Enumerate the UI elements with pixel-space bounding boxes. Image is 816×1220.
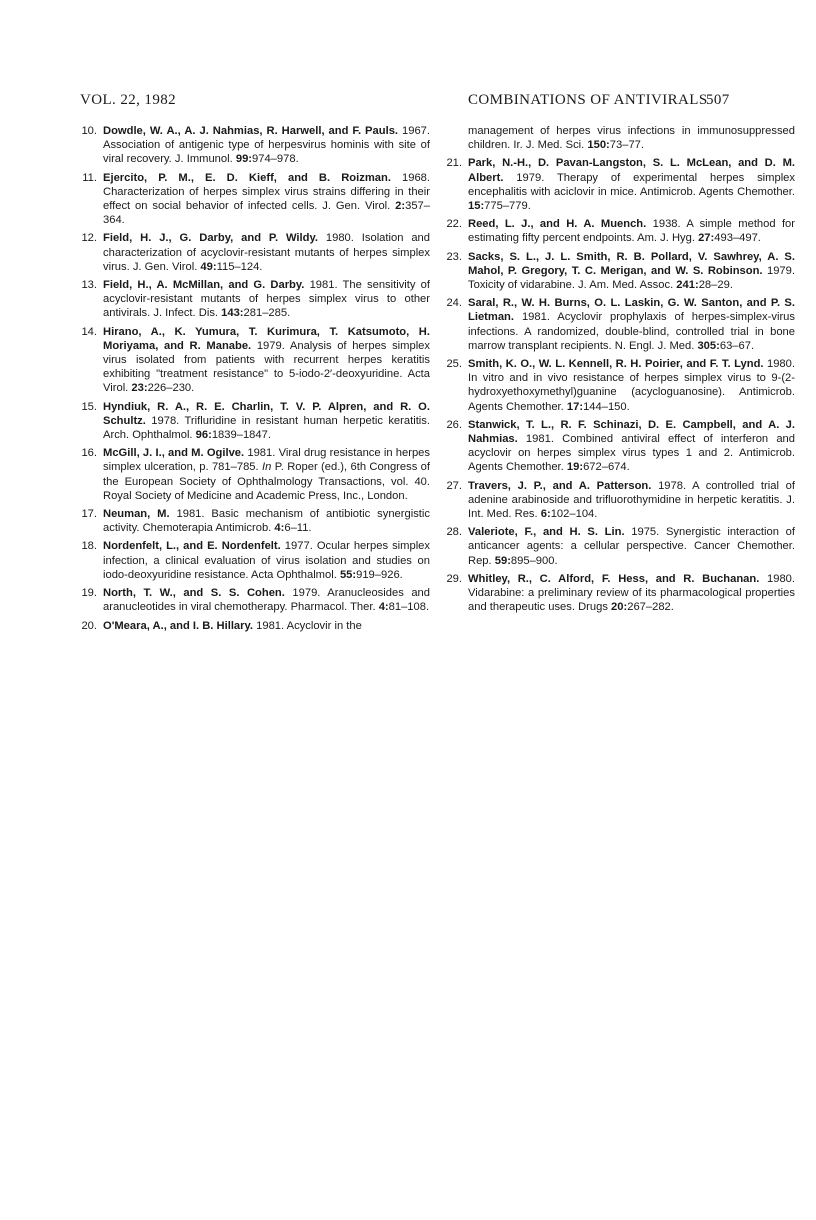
reference-volume: 49: [200,260,217,273]
reference-authors: Smith, K. O., W. L. Kennell, R. H. Poirier, and F. T. Lynd. [468,358,764,371]
reference-number: 29. [446,572,462,585]
reference-authors: Field, H. J., G. Darby, and P. Wildy. [103,232,318,245]
reference-authors: Valeriote, F., and H. S. Lin. [468,526,625,539]
reference-italic: In [262,461,272,474]
reference-text: 1978. A controlled trial of adenine arabinoside and trifluorothymidine in herpetic keratitis. J. Int. Med. Res. [468,479,795,521]
reference-pages: 102–104. [550,508,598,521]
reference-entry [80,446,430,503]
reference-volume: 19: [566,461,584,474]
reference-entry [80,539,430,582]
reference-pages: 81–108. [388,601,430,614]
reference-text: 1981. Acyclovir in the [253,619,362,632]
page-number: 507 [706,92,730,108]
reference-entry [445,572,795,615]
reference-authors: Neuman, M. [103,508,170,521]
reference-pages: 6–11. [284,522,312,535]
reference-text: 1967. Association of antigenic type of herpesvirus hominis with site of viral recovery. J. Immunol. [103,125,430,166]
reference-text: 1981. Viral drug resistance in herpes simplex ulceration, p. 781–785. [103,447,430,474]
reference-entry [80,171,430,228]
reference-pages: 226–230. [147,382,195,395]
reference-text: 1977. Ocular herpes simplex infection, a clinical evaluation of virus isolation and studies on iodo-deoxyuridine resistance. Acta Ophthalmol. [103,540,430,581]
reference-pages: 493–497. [714,232,761,245]
reference-volume: 27: [698,232,715,245]
reference-entry [80,278,430,321]
references-left-column [80,124,430,637]
reference-authors: Field, H., A. McMillan, and G. Darby. [103,279,305,292]
reference-number: 14. [81,325,97,338]
reference-entry [80,231,430,274]
references-right-column [445,124,795,619]
reference-entry [445,124,795,152]
reference-volume: 20: [611,601,628,614]
reference-entry [445,250,795,293]
reference-pages: 144–150. [583,400,630,413]
reference-text: 1968. Characterization of herpes simplex virus strains differing in their effect on social behavior of infected cells. J. Gen. Virol. [103,171,431,213]
reference-number: 15. [81,400,97,413]
reference-authors: North, T. W., and S. S. Cohen. [103,587,285,600]
reference-authors: Hyndiuk, R. A., R. E. Charlin, T. V. P. Alpren, and R. O. Schultz. [103,400,430,427]
reference-authors: McGill, J. I., and M. Ogilve. [103,447,245,460]
reference-entry [80,400,430,443]
reference-authors: Dowdle, W. A., A. J. Nahmias, R. Harwell, and F. Pauls. [103,125,399,137]
reference-entry [445,156,795,213]
reference-volume: 150: [587,139,610,152]
reference-pages: 672–674. [583,461,630,474]
reference-text: 1980. In vitro and in vivo resistance of herpes simplex virus to 9-(2-hydroxyethoxymethyl)guanine (acycloguanosine). Antimicrob. Agents Chemother. [468,358,795,413]
reference-authors: Nordenfelt, L., and E. Nordenfelt. [103,540,281,553]
reference-volume: 143: [221,307,244,320]
reference-entry [445,217,795,245]
reference-volume: 241: [676,279,699,292]
reference-text: 1978. Trifluridine in resistant human herpetic keratitis. Arch. Ophthalmol. [103,414,430,442]
reference-number: 21. [446,157,462,170]
reference-entry [80,325,430,396]
reference-pages: 281–285. [243,307,291,320]
reference-text: 1980. Vidarabine: a preliminary review of its pharmacological properties and therapeutic uses. Drugs [468,572,795,614]
running-header-title: COMBINATIONS OF ANTIVIRALS [468,92,708,108]
reference-number: 26. [446,418,462,431]
reference-entry [445,418,795,475]
reference-volume: 96: [195,429,212,442]
reference-text: management of herpes virus infections in immunosuppressed children. Ir. J. Med. Sci. [468,125,795,152]
reference-authors: Park, N.-H., D. Pavan-Langston, S. L. McLean, and D. M. Albert. [468,157,795,184]
reference-entry [80,619,430,633]
reference-authors: Saral, R., W. H. Burns, O. L. Laskin, G. W. Santon, and P. S. Lietman. [468,297,795,324]
reference-pages: 63–67. [719,339,755,352]
reference-authors: Travers, J. P., and A. Patterson. [468,479,652,492]
reference-volume: 59: [494,554,511,567]
reference-text: 1938. A simple method for estimating fifty percent endpoints. Am. J. Hyg. [468,218,796,245]
reference-text: 1979. Toxicity of vidarabine. J. Am. Med. Assoc. [468,264,795,292]
reference-entry [80,586,430,614]
reference-volume: 55: [339,568,357,581]
reference-entry [445,357,795,414]
reference-pages: 919–926. [356,568,403,581]
reference-pages: 974–978. [252,153,299,166]
reference-entry [445,296,795,353]
reference-text: 1981. Acyclovir prophylaxis of herpes-simplex-virus infections. A randomized, double-blind, controlled trial in bone marrow transplant recipients. N. Engl. J. Med. [468,311,795,352]
reference-pages: 1839–1847. [211,429,271,442]
reference-text: 1979. Analysis of herpes simplex virus isolated from patients with recurrent herpes keratitis exhibiting "treatment resistance" to 5-iodo-2′-deoxyuridine. Acta Virol. [103,339,430,395]
reference-text: 1979. Aranucleosides and aranucleotides in viral chemotherapy. Pharmacol. Ther. [103,587,430,614]
reference-number: 13. [81,279,97,292]
reference-volume: 4: [378,601,389,614]
reference-pages: 775–779. [484,200,531,213]
reference-number: 25. [446,358,462,371]
reference-authors: Whitley, R., C. Alford, F. Hess, and R. Buchanan. [468,572,760,585]
reference-entry [445,479,795,522]
reference-text: P. Roper (ed.), 6th Congress of the European Society of Ophthalmology Transactions, vol. 40. Royal Society of Medicine and Academic Press, Inc., London. [103,461,431,502]
reference-volume: 17: [566,400,584,413]
reference-number: 23. [446,250,462,263]
reference-number: 16. [81,447,97,460]
reference-number: 22. [446,218,462,231]
reference-text: 1981. The sensitivity of acyclovir-resistant mutants of herpes simplex virus to other antivirals. J. Infect. Dis. [103,279,430,320]
reference-volume: 2: [395,200,406,213]
reference-volume: 15: [468,200,485,213]
reference-entry [80,124,430,167]
reference-number: 28. [446,526,462,539]
reference-volume: 99: [235,153,253,166]
reference-entry [80,507,430,535]
reference-pages: 115–124. [216,260,263,273]
reference-authors: Ejercito, P. M., E. D. Kieff, and B. Roizman. [103,171,391,184]
reference-text: 1975. Synergistic interaction of anticancer agents: a cellular perspective. Cancer Chemother. Rep. [468,526,795,567]
reference-number: 20. [81,619,97,632]
reference-volume: 6: [540,508,551,521]
reference-authors: Hirano, A., K. Yumura, T. Kurimura, T. Katsumoto, H. Moriyama, and R. Manabe. [103,325,430,352]
reference-number: 18. [81,540,97,553]
reference-authors: Reed, L. J., and H. A. Muench. [468,218,647,231]
reference-pages: 267–282. [627,601,674,614]
reference-entry [445,525,795,568]
reference-pages: 895–900. [510,554,558,567]
reference-text: 1981. Combined antiviral effect of interferon and acyclovir on herpes simplex virus types 1 and 2. Antimicrob. Agents Chemother. [468,433,795,474]
reference-volume: 305: [697,339,720,352]
reference-text: 1980. Isolation and characterization of acyclovir-resistant mutants of herpes simplex virus. J. Gen. Virol. [103,232,431,273]
reference-number: 17. [81,508,97,521]
reference-number: 19. [81,587,97,600]
reference-number: 27. [446,479,462,492]
reference-number: 11. [82,171,97,184]
running-header-volume: VOL. 22, 1982 [80,92,177,108]
reference-authors: Sacks, S. L., J. L. Smith, R. B. Pollard, V. Sawhrey, A. S. Mahol, P. Gregory, T. C. Merigan, and W. S. Robinson. [468,250,795,277]
reference-pages: 357–364. [103,200,430,227]
reference-text: 1981. Basic mechanism of antibiotic synergistic activity. Chemoterapia Antimicrob. [103,508,430,535]
reference-authors: O'Meara, A., and I. B. Hillary. [103,619,254,632]
reference-number: 12. [81,232,97,245]
reference-pages: 73–77. [609,139,644,152]
reference-volume: 4: [274,522,285,535]
reference-number: 10. [81,125,97,137]
reference-volume: 23: [131,382,148,395]
reference-authors: Stanwick, T. L., R. F. Schinazi, D. E. Campbell, and A. J. Nahmias. [468,418,795,446]
reference-text: 1979. Therapy of experimental herpes simplex encephalitis with aciclovir in mice. Antimicrob. Agents Chemother. [468,171,795,198]
reference-number: 24. [446,297,462,310]
reference-pages: 28–29. [698,279,733,292]
